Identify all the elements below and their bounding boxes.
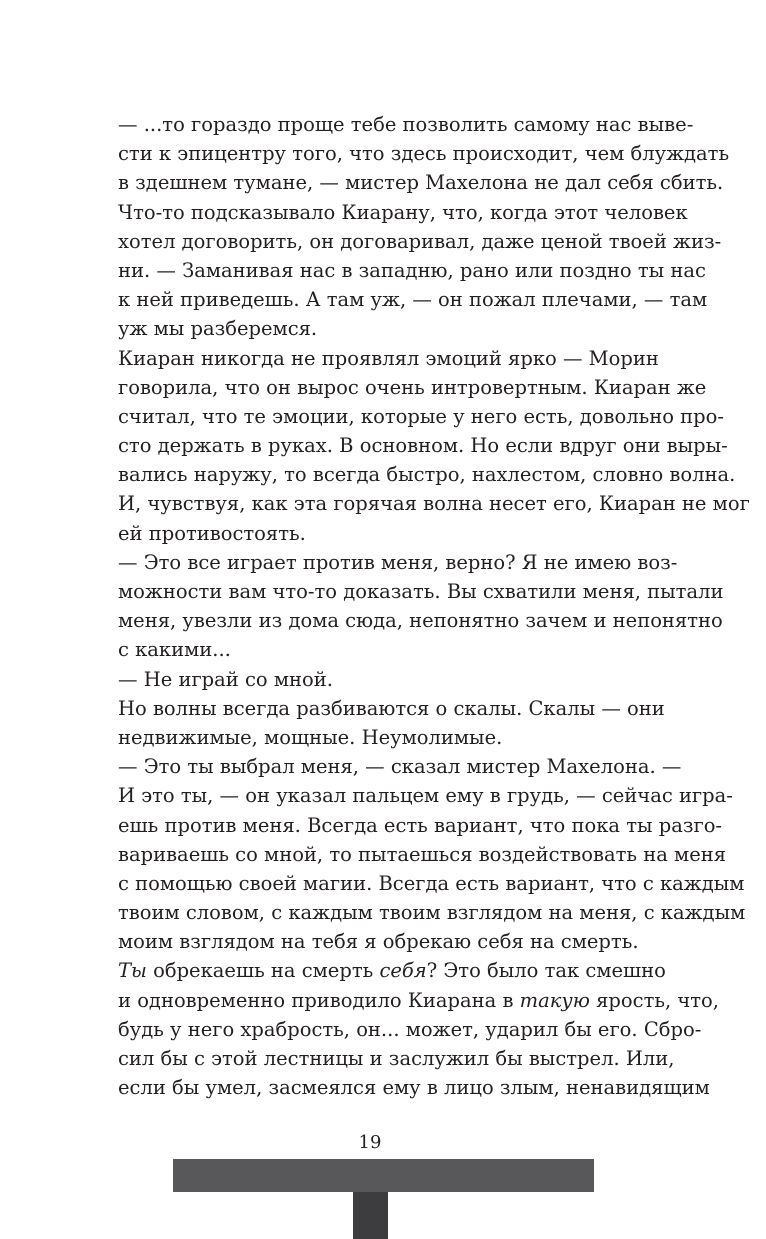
text-line: Киаран никогда не проявлял эмоций ярко — Морин [118, 346, 659, 370]
text-line: И, чувствуя, как эта горячая волна несет его, Киаран не мог [118, 492, 750, 516]
text-line: если бы умел, засмеялся ему в лицо злым, ненавидящим [118, 1076, 710, 1100]
text-line: меня, увезли из дома сюда, непонятно зачем и непонятно [118, 609, 723, 633]
footer-tab [353, 1192, 388, 1239]
text-line: ей противостоять. [118, 521, 306, 545]
text-line: в здешнем тумане, — мистер Махелона не дал себя сбить. [118, 171, 724, 195]
text-line: говорила, что он вырос очень интровертным. Киаран же [118, 375, 707, 399]
text-line [118, 986, 719, 1015]
text-segment: ? Это было так смешно [426, 959, 666, 983]
italic-text: Ты [118, 959, 147, 983]
text-line: Что-то подсказывало Киарану, что, когда этот человек [118, 200, 688, 224]
text-line: ни. — Заманивая нас в западню, рано или поздно ты нас [118, 258, 706, 282]
text-line: вались наружу, то всегда быстро, нахлестом, словно волна. [118, 463, 736, 487]
text-line: И это ты, — он указал пальцем ему в грудь, — сейчас игра- [118, 784, 733, 808]
text-line: сил бы с этой лестницы и заслужил бы выстрел. Или, [118, 1047, 675, 1070]
page-body-text [118, 110, 750, 1102]
text-line: хотел договорить, он договаривал, даже ценой твоей жиз- [118, 229, 722, 253]
text-line: считал, что те эмоции, которые у него есть, довольно про- [118, 404, 724, 428]
text-line: — ...то гораздо проще тебе позволить самому нас выве- [118, 113, 694, 136]
text-line: будь у него храбрость, он... может, ударил бы его. Сбро- [118, 1017, 702, 1041]
text-line: сти к эпицентру того, что здесь происходит, чем блуждать [118, 142, 730, 166]
text-line: недвижимые, мощные. Неумолимые. [118, 725, 503, 749]
text-line: моим взглядом на тебя я обрекаю себя на смерть. [118, 930, 639, 954]
text-line: с помощью своей магии. Всегда есть вариант, что с каждым [118, 871, 745, 895]
text-line [118, 956, 666, 985]
text-line: уж мы разберемся. [118, 317, 318, 341]
text-line: — Не играй со мной. [118, 667, 333, 691]
text-line: ешь против меня. Всегда есть вариант, что пока ты разго- [118, 813, 723, 837]
footer-bar [173, 1159, 594, 1192]
text-line: — Это все играет против меня, верно? Я не имею воз- [118, 550, 678, 574]
text-line: с какими... [118, 638, 231, 662]
page-number: 19 [358, 1132, 382, 1153]
text-line: сто держать в руках. В основном. Но если вдруг они выры- [118, 434, 728, 458]
italic-text: такую [519, 988, 590, 1012]
text-line: к ней приведешь. А там уж, — он пожал плечами, — там [118, 288, 708, 312]
text-line: вариваешь со мной, то пытаешься воздействовать на меня [118, 842, 727, 866]
text-line: — Это ты выбрал меня, — сказал мистер Махелона. — [118, 755, 682, 779]
text-segment: и одновременно приводило Киарана в [118, 988, 520, 1012]
text-line: можности вам что-то доказать. Вы схватили меня, пытали [118, 580, 724, 603]
italic-text: себя [379, 959, 427, 983]
text-segment: ярость, что, [589, 988, 719, 1012]
text-segment: обрекаешь на смерть [146, 959, 380, 983]
text-line: Но волны всегда разбиваются о скалы. Скалы — они [118, 696, 665, 720]
text-line: твоим словом, с каждым твоим взглядом на меня, с каждым [118, 901, 746, 925]
